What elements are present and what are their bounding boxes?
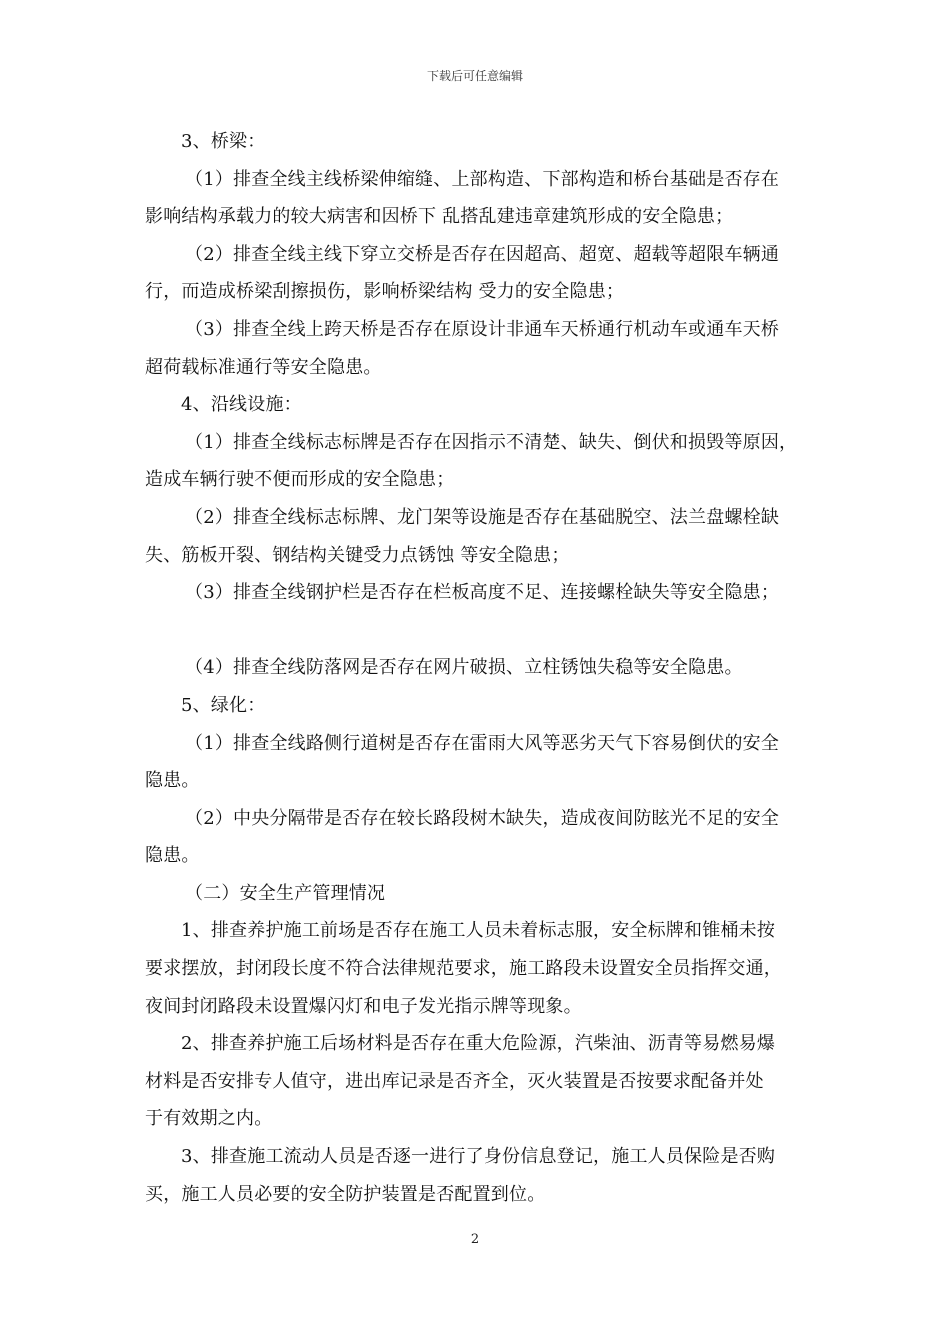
paragraph-line: 材料是否安排专人值守，进出库记录是否齐全，灭火装置是否按要求配备并处 (145, 1070, 764, 1092)
paragraph-line: 超荷载标准通行等安全隐患。 (145, 356, 382, 378)
paragraph-line: 造成车辆行驶不便而形成的安全隐患； (145, 469, 455, 491)
section-heading-greening: 5、绿化： (181, 694, 266, 716)
paragraph-line: 于有效期之内。 (145, 1108, 273, 1130)
paragraph-line: 隐患。 (145, 770, 200, 792)
paragraph-line: 行，而造成桥梁刮擦损伤，影响桥梁结构 受力的安全隐患； (145, 281, 625, 303)
paragraph-line: 1、排查养护施工前场是否存在施工人员未着标志服，安全标牌和锥桶未按 (181, 920, 776, 942)
paragraph-line: 3、排查施工流动人员是否逐一进行了身份信息登记，施工人员保险是否购 (181, 1146, 776, 1168)
paragraph-line: 失、筋板开裂、钢结构关键受力点锈蚀 等安全隐患； (145, 544, 570, 566)
page-number: 2 (470, 1232, 480, 1247)
paragraph-line: （2）中央分隔带是否存在较长路段树木缺失，造成夜间防眩光不足的安全 (185, 807, 780, 829)
paragraph-line: 隐患。 (145, 845, 200, 867)
paragraph-line: 要求摆放，封闭段长度不符合法律规范要求，施工路段未设置安全员指挥交通， (145, 958, 782, 980)
section-heading-facilities: 4、沿线设施： (181, 394, 302, 416)
section-heading-bridges: 3、桥梁： (181, 131, 266, 152)
paragraph-line: （1）排查全线主线桥梁伸缩缝、上部构造、下部构造和桥台基础是否存在 (185, 168, 780, 190)
paragraph-line: 影响结构承载力的较大病害和因桥下 乱搭乱建违章建筑形成的安全隐患； (145, 206, 734, 228)
paragraph-line: （2）排查全线标志标牌、龙门架等设施是否存在基础脱空、法兰盘螺栓缺 (185, 506, 780, 528)
paragraph-line: 2、排查养护施工后场材料是否存在重大危险源，汽柴油、沥青等易燃易爆 (181, 1033, 776, 1055)
paragraph-line: （3）排查全线上跨天桥是否存在原设计非通车天桥通行机动车或通车天桥 (185, 318, 780, 340)
paragraph-line: （2）排查全线主线下穿立交桥是否存在因超高、超宽、超载等超限车辆通 (185, 243, 780, 265)
paragraph-line: 夜间封闭路段未设置爆闪灯和电子发光指示牌等现象。 (145, 995, 582, 1017)
page-header: 下载后可任意编辑 (426, 69, 523, 83)
paragraph-line: （4）排查全线防落网是否存在网片破损、立柱锈蚀失稳等安全隐患。 (185, 657, 743, 679)
paragraph-line: （1）排查全线标志标牌是否存在因指示不清楚、缺失、倒伏和损毁等原因， (185, 431, 798, 453)
paragraph-line: （3）排查全线钢护栏是否存在栏板高度不足、连接螺栓缺失等安全隐患； (185, 582, 780, 604)
paragraph-line: （1）排查全线路侧行道树是否存在雷雨大风等恶劣天气下容易倒伏的安全 (185, 732, 780, 754)
paragraph-line: 买，施工人员必要的安全防护装置是否配置到位。 (145, 1183, 546, 1205)
document-body (145, 123, 810, 1213)
blank-line (145, 612, 810, 650)
section-heading-safety-management: （二）安全生产管理情况 (185, 882, 386, 904)
